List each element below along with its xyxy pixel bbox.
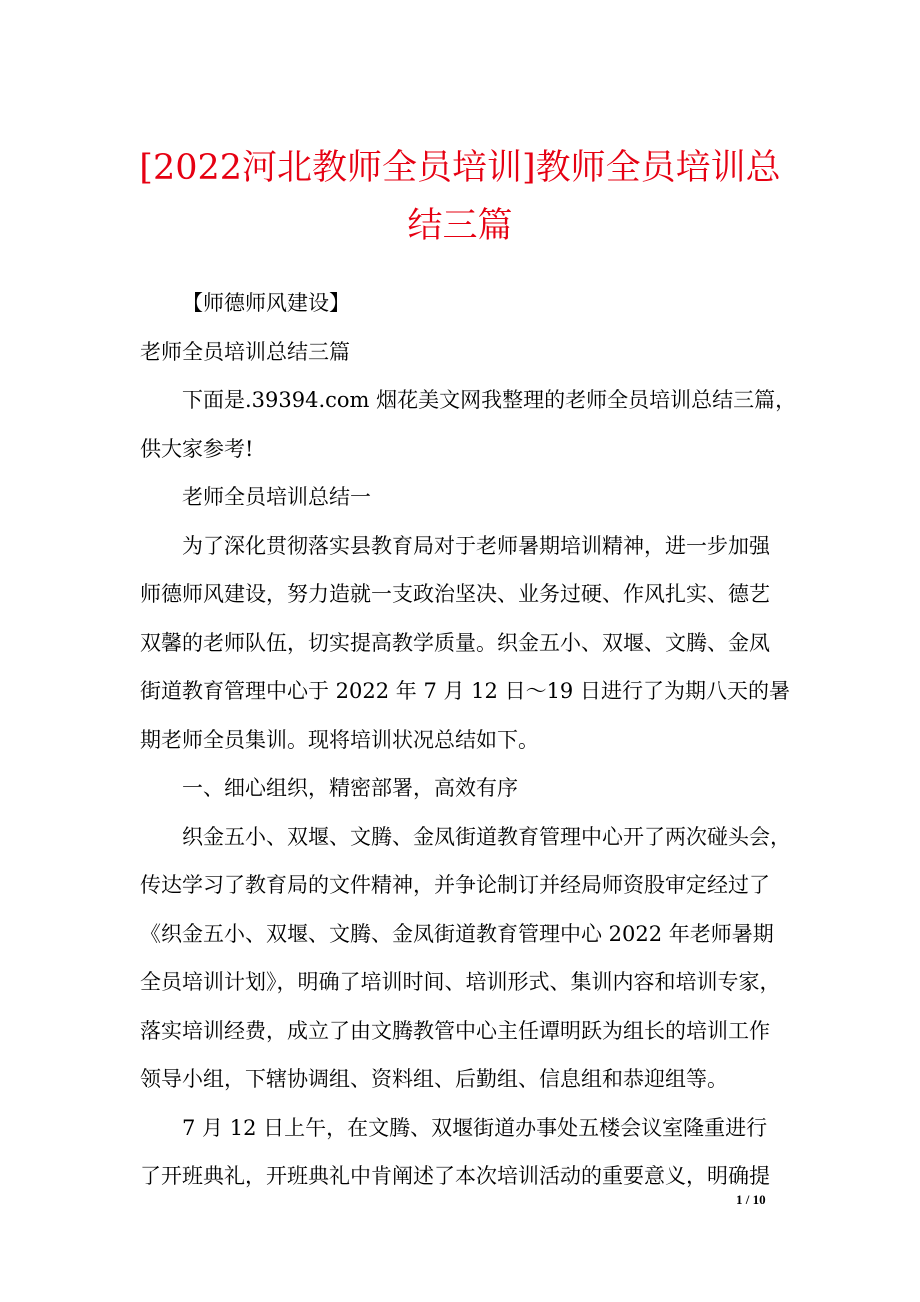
document-title-line-2: 结三篇 — [407, 206, 513, 246]
paragraph-heading: 老师全员培训总结一 — [182, 485, 371, 509]
paragraph-line: 7 月 12 日上午，在文腾、双堰街道办事处五楼会议室隆重进行 — [182, 1116, 768, 1140]
paragraph-line: 《织金五小、双堰、文腾、金凤街道教育管理中心 2022 年老师暑期 — [140, 922, 774, 946]
paragraph-line: 了开班典礼，开班典礼中肯阐述了本次培训活动的重要意义，明确提 — [140, 1164, 770, 1188]
paragraph-line: 街道教育管理中心于 2022 年 7 月 12 日～19 日进行了为期八天的暑 — [140, 679, 790, 703]
paragraph-line: 期老师全员集训。现将培训状况总结如下。 — [140, 728, 539, 752]
paragraph-line: 落实培训经费，成立了由文腾教管中心主任谭明跃为组长的培训工作 — [140, 1019, 770, 1043]
subtitle: 老师全员培训总结三篇 — [140, 340, 350, 364]
paragraph-line: 织金五小、双堰、文腾、金凤街道教育管理中心开了两次碰头会， — [182, 825, 791, 849]
paragraph-line: 为了深化贯彻落实县教育局对于老师暑期培训精神，进一步加强 — [182, 534, 770, 558]
paragraph-heading: 一、细心组织，精密部署，高效有序 — [182, 776, 518, 800]
paragraph-line: 双馨的老师队伍，切实提高教学质量。织金五小、双堰、文腾、金凤 — [140, 631, 770, 655]
paragraph-line: 领导小组，下辖协调组、资料组、后勤组、信息组和恭迎组等。 — [140, 1067, 728, 1091]
section-heading: 【师德师风建设】 — [182, 291, 350, 315]
paragraph-line: 供大家参考! — [140, 437, 254, 461]
page-number: 1 / 10 — [736, 1192, 766, 1207]
paragraph-line: 师德师风建设，努力造就一支政治坚决、业务过硬、作风扎实、德艺 — [140, 582, 770, 606]
paragraph-line: 传达学习了教育局的文件精神，并争论制订并经局师资股审定经过了 — [140, 873, 770, 897]
paragraph-line: 下面是.39394.com 烟花美文网我整理的老师全员培训总结三篇， — [182, 388, 797, 412]
document-title-line-1: [2022河北教师全员培训]教师全员培训总 — [139, 148, 781, 188]
paragraph-line: 全员培训计划》，明确了培训时间、培训形式、集训内容和培训专家， — [140, 970, 781, 994]
